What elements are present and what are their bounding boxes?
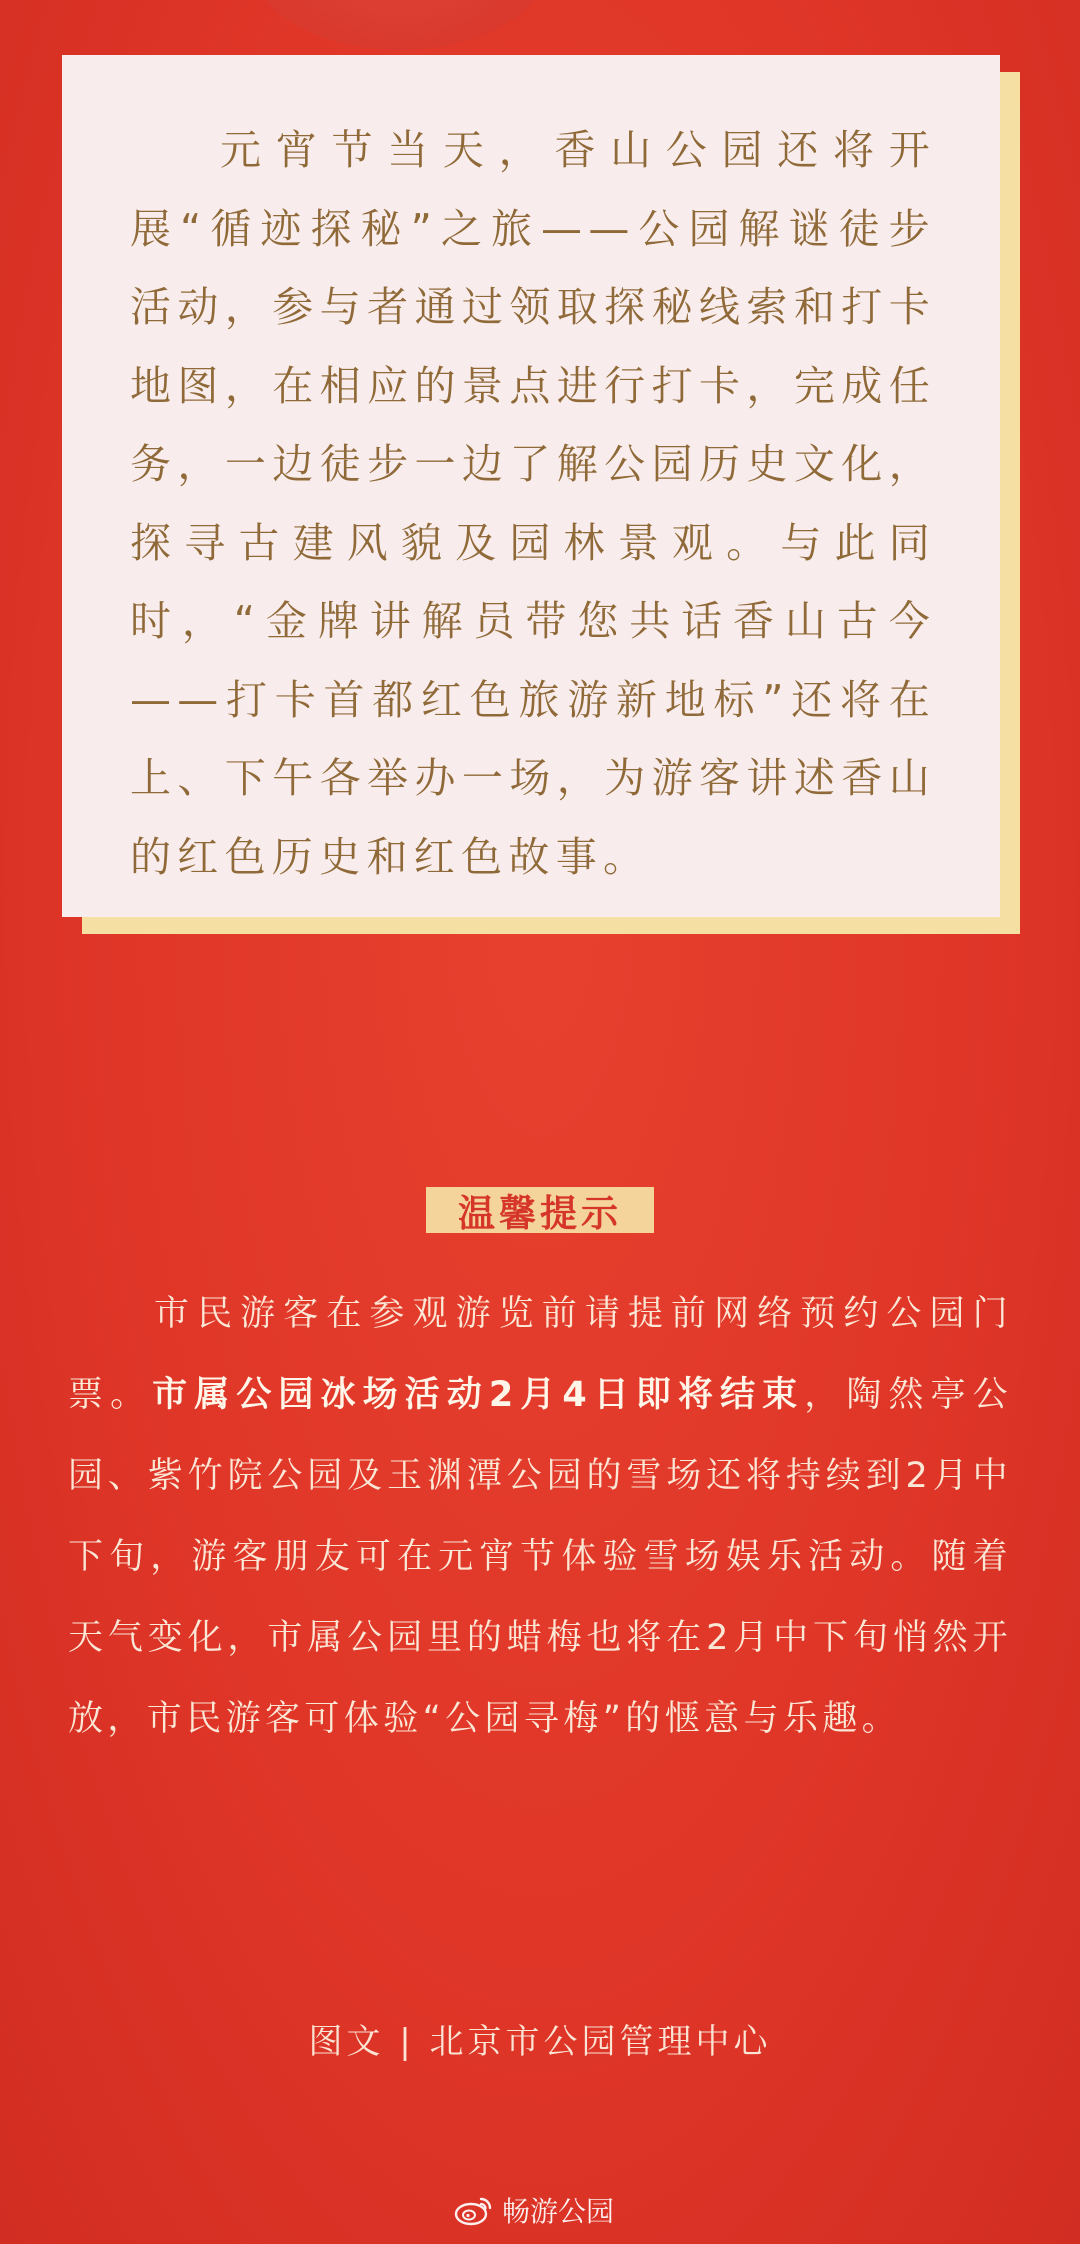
tips-intro: 市民游客在参观游览前请提前网络预约公园门票。	[68, 1294, 1012, 1415]
tips-rest: ，陶然亭公园、紫竹院公园及玉渊潭公园的雪场还将持续到2月中下旬，游客朋友可在元宵节体验雪场娱乐活动。随着天气变化，市属公园里的蜡梅也将在2月中下旬悄然开放，市民游客可体验“公园寻梅”的惬意与乐趣。	[68, 1375, 1012, 1739]
event-card	[62, 55, 1000, 917]
watermark-text: 畅游公园	[502, 2195, 615, 2228]
tips-badge	[426, 1187, 654, 1233]
event-paragraph: 元宵节当天，香山公园还将开展“循迹探秘”之旅——公园解谜徒步活动，参与者通过领取探秘线索和打卡地图，在相应的景点进行打卡，完成任务，一边徒步一边了解公园历史文化，探寻古建风貌及园林景观。与此同时，“金牌讲解员带您共话香山古今——打卡首都红色旅游新地标”还将在上、下午各举办一场，为游客讲述香山的红色历史和红色故事。	[130, 126, 936, 881]
tips-highlight: 市属公园冰场活动2月4日即将结束	[152, 1375, 805, 1415]
weibo-icon	[454, 2193, 494, 2227]
weibo-watermark	[454, 2190, 614, 2230]
tips-paragraph	[68, 1274, 1012, 1760]
credit-line: 图文 | 北京市公园管理中心	[308, 2022, 772, 2062]
decorative-circle	[250, 0, 550, 50]
tips-title: 温馨提示	[458, 1192, 622, 1235]
